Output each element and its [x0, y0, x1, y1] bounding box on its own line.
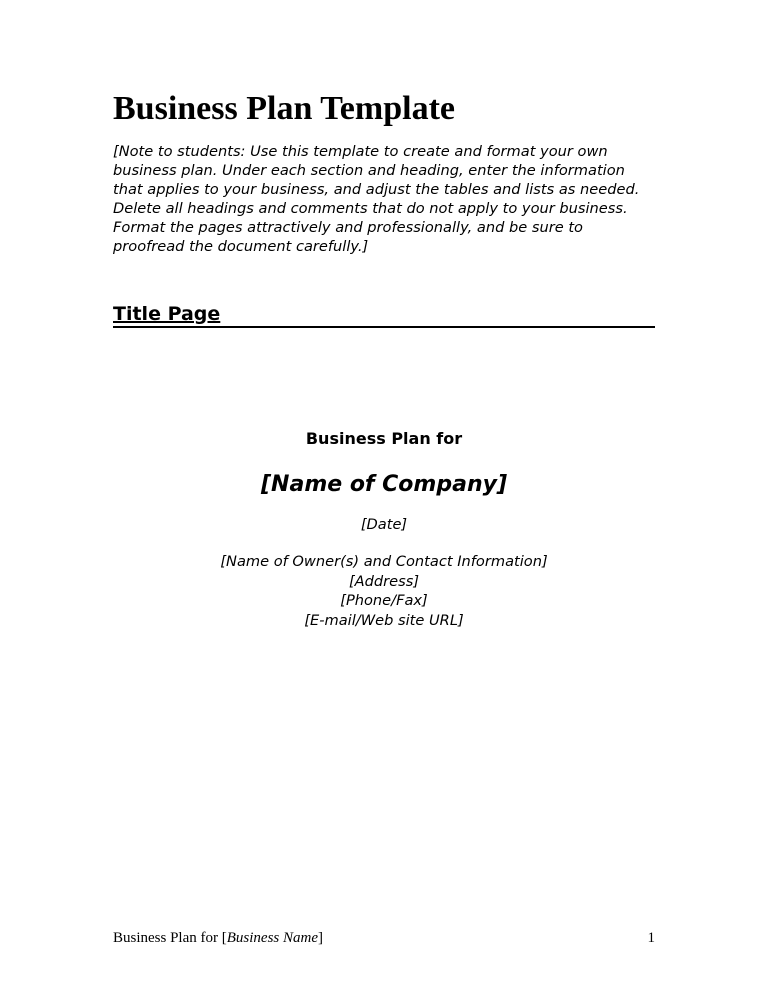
date-placeholder: [Date]	[360, 516, 408, 533]
footer-prefix: Business Plan for [	[113, 930, 227, 946]
note-to-students: [Note to students: Use this template to create and format your own business plan. Under each section and heading, enter the information that applies to your business, and adjust the tables and lists as needed. Delete all headings and comments that do not apply to your business. Format the pages attractively and professionally, and be sure to proofread the document carefully.]	[113, 143, 640, 255]
contact-block	[113, 552, 655, 630]
section-heading-text: Title Page	[113, 303, 221, 325]
email-web-line: [E-mail/Web site URL]	[304, 611, 464, 629]
footer-suffix: ]	[318, 930, 323, 946]
owner-contact-line: [Name of Owner(s) and Contact Information]	[220, 553, 548, 570]
document-title: Business Plan Template	[113, 90, 455, 127]
section-heading-title-page	[113, 300, 655, 328]
address-line: [Address]	[348, 572, 420, 590]
company-name-placeholder: [Name of Company]	[261, 472, 507, 497]
business-plan-for-label: Business Plan for	[305, 429, 463, 448]
phone-fax-line: [Phone/Fax]	[340, 592, 428, 609]
footer-business-name: Business Name	[226, 930, 318, 946]
page-footer	[113, 928, 323, 948]
page-number: 1	[647, 930, 655, 946]
